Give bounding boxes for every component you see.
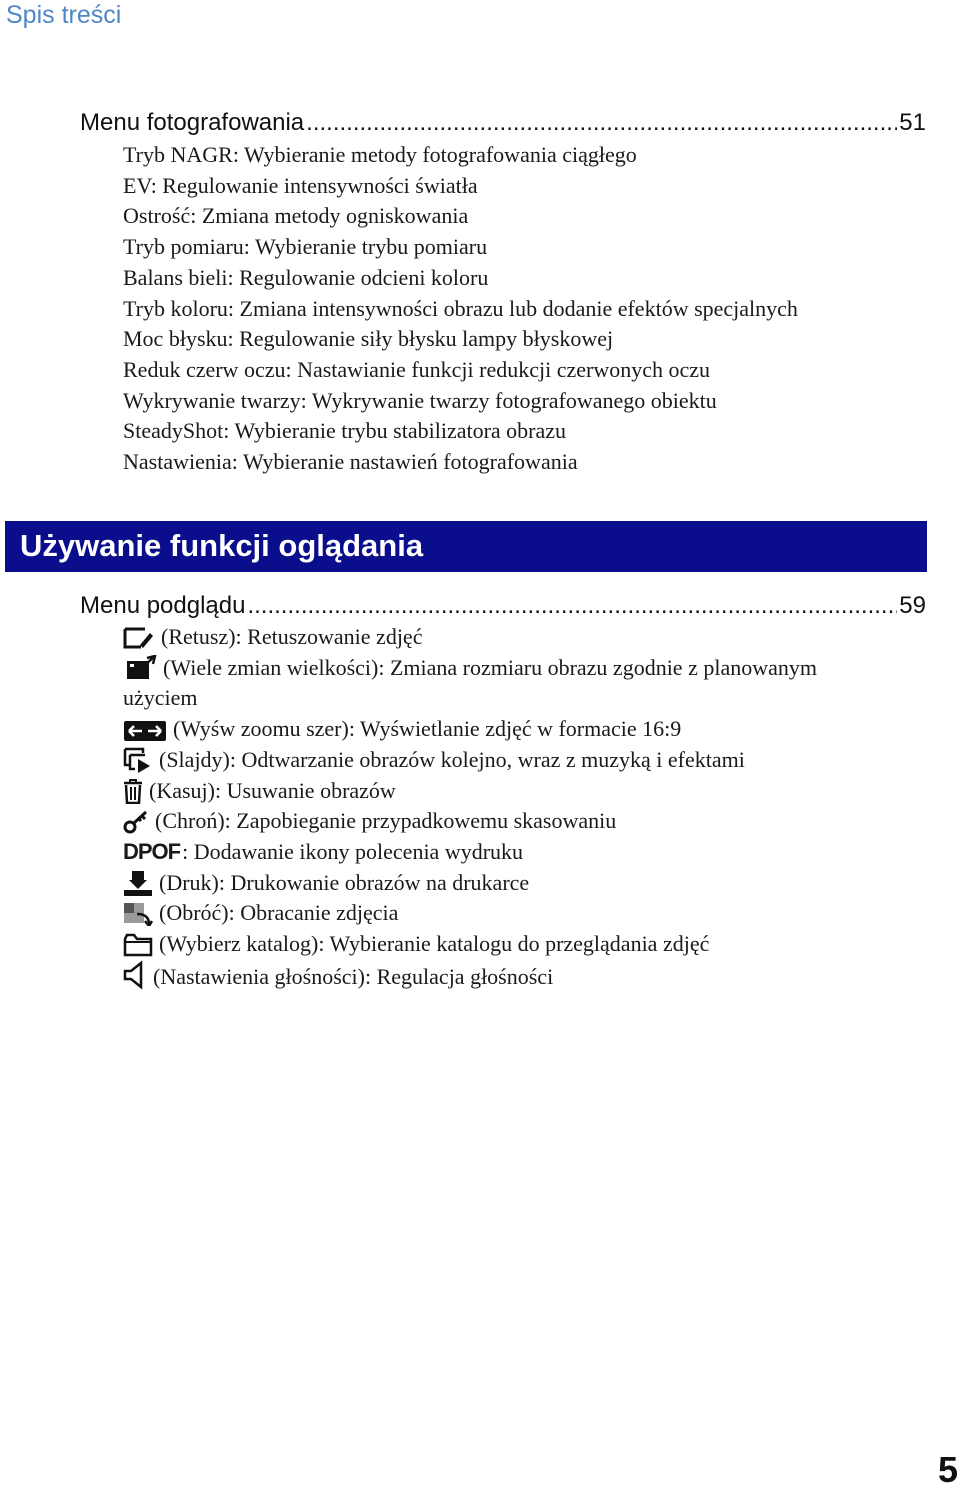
list-item[interactable]: Moc błysku: Regulowanie siły błysku lampy błyskowej <box>123 326 614 352</box>
list-item[interactable]: Wykrywanie twarzy: Wykrywanie twarzy fotografowanego obiektu <box>123 387 717 413</box>
list-item[interactable]: Tryb NAGR: Wybieranie metody fotografowania ciągłego <box>123 142 637 167</box>
list-item[interactable]: Ostrość: Zmiana metody ogniskowania <box>123 203 469 229</box>
speaker-icon <box>123 960 147 990</box>
section-heading-bar <box>5 521 927 572</box>
list-item[interactable] <box>123 868 923 899</box>
toc-entry-playback-menu[interactable] <box>80 591 926 621</box>
list-item[interactable]: Reduk czerw oczu: Nastawianie funkcji redukcji czerwonych oczu <box>123 356 711 382</box>
list-item[interactable]: Nastawienia: Wybieranie nastawień fotografowania <box>123 449 578 475</box>
list-item[interactable] <box>123 622 923 653</box>
list-item[interactable]: Tryb pomiaru: Wybieranie trybu pomiaru <box>123 234 488 260</box>
item-text: użyciem <box>123 685 198 711</box>
folder-icon <box>123 933 153 957</box>
list-item[interactable] <box>123 929 923 960</box>
list-item[interactable] <box>123 745 923 776</box>
item-text: (Slajdy): Odtwarzanie obrazów kolejno, wraz z muzyką i efektami <box>159 746 745 772</box>
list-item[interactable] <box>123 960 923 993</box>
retouch-icon <box>123 626 155 650</box>
list-item[interactable]: Tryb koloru: Zmiana intensywności obrazu lub dodanie efektów specjalnych <box>123 295 798 321</box>
list-item[interactable] <box>123 714 923 745</box>
list-item[interactable] <box>123 653 923 684</box>
toc-header-link[interactable]: Spis treści <box>6 1 122 29</box>
trash-icon <box>123 778 143 804</box>
dot-leader <box>247 591 897 621</box>
item-text: (Obróć): Obracanie zdjęcia <box>159 900 399 926</box>
item-text: (Wiele zmian wielkości): Zmiana rozmiaru obrazu zgodnie z planowanym <box>163 654 817 680</box>
wide-zoom-icon <box>123 720 167 742</box>
page-number: 5 <box>937 1449 958 1490</box>
list-item[interactable] <box>123 898 923 929</box>
item-text: : Dodawanie ikony polecenia wydruku <box>182 838 524 864</box>
multi-resize-icon <box>123 655 157 681</box>
playback-menu-items <box>123 622 923 992</box>
list-item[interactable]: SteadyShot: Wybieranie trybu stabilizatora obrazu <box>123 418 567 444</box>
slideshow-icon <box>123 747 153 773</box>
page-ref: 51 <box>899 109 926 136</box>
dot-leader <box>306 108 897 138</box>
print-icon <box>123 870 153 896</box>
list-item-continuation <box>0 683 923 714</box>
item-text: (Kasuj): Usuwanie obrazów <box>149 777 396 803</box>
menu-title: Menu fotografowania <box>80 109 305 136</box>
list-item[interactable]: Balans bieli: Regulowanie odcieni koloru <box>123 264 489 290</box>
key-icon <box>123 810 149 834</box>
list-item[interactable] <box>123 806 923 837</box>
shooting-menu-items <box>123 140 923 478</box>
section-heading: Używanie funkcji oglądania <box>20 528 424 563</box>
list-item[interactable] <box>123 776 923 807</box>
item-text: (Wybierz katalog): Wybieranie katalogu do przeglądania zdjęć <box>159 931 710 957</box>
item-text: (Chroń): Zapobieganie przypadkowemu skasowaniu <box>155 808 617 834</box>
page-ref: 59 <box>899 592 926 619</box>
list-item[interactable]: EV: Regulowanie intensywności światła <box>123 172 478 198</box>
dpof-label: DPOF <box>123 838 181 864</box>
item-text: (Retusz): Retuszowanie zdjęć <box>161 624 423 649</box>
menu-title: Menu podglądu <box>80 592 246 619</box>
item-text: (Wyśw zoomu szer): Wyświetlanie zdjęć w formacie 16:9 <box>173 716 682 742</box>
item-text: (Nastawienia głośności): Regulacja głośności <box>153 963 554 989</box>
rotate-icon <box>123 900 153 926</box>
list-item[interactable] <box>123 837 923 868</box>
toc-entry-shooting-menu[interactable] <box>80 108 926 138</box>
item-text: (Druk): Drukowanie obrazów na drukarce <box>159 869 530 895</box>
